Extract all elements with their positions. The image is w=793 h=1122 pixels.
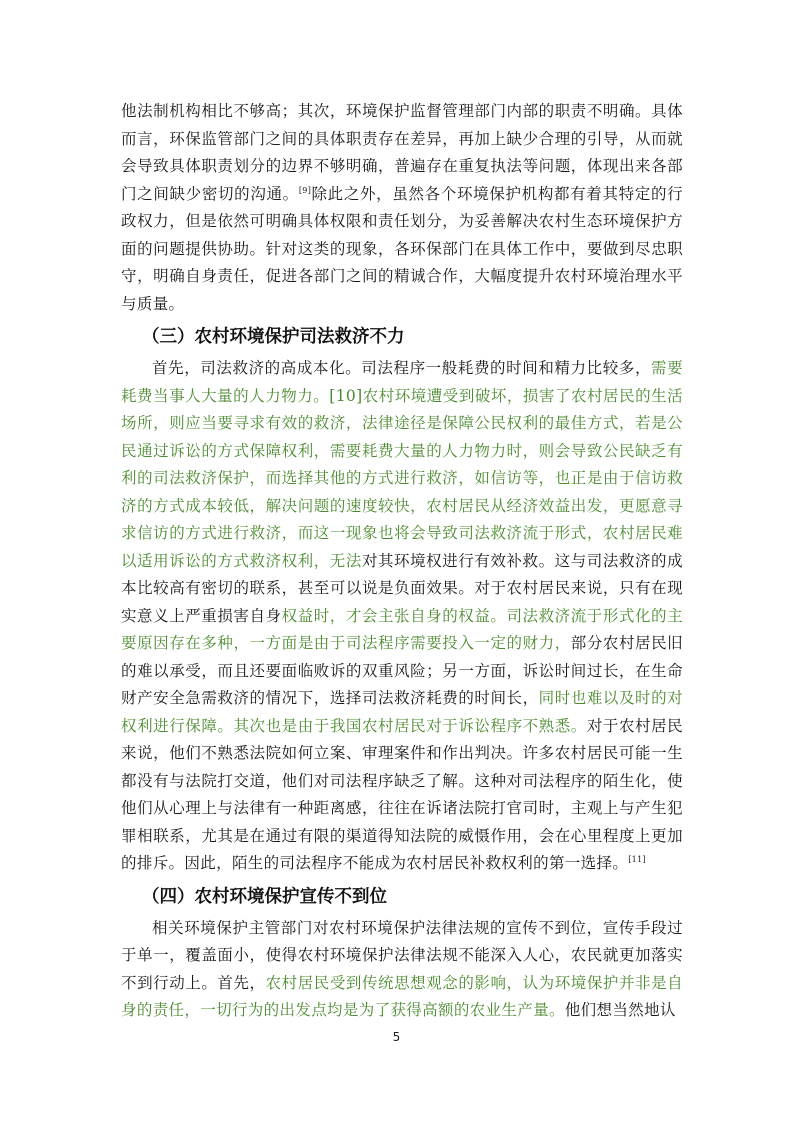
section-heading-judicial-relief: （三）农村环境保护司法救济不力 [142,327,405,347]
citation-11: [11] [628,854,647,864]
page-content [121,98,683,1025]
paragraph-institution-responsibility [121,98,683,318]
highlighted-text: 需要耗费当事人大量的人力物力。[10]农村环境遭受到破坏，损害了农村居民的生活场所，则应当要寻求有效的救济，法律途径是保障公民权利的最佳方式，若是公民通过诉讼的方式保障权利，需要耗费大量的人力物力时，则会导致公民缺乏有利的司法救济保护，而选择其他的方式进行救济，如信访等，也正是由于信访救济的方式成本较低，解决问题的速度较快，农村居民从经济效益出发，更愿意寻求信访的方式进行救济，而这一现象也将会导致司法救济流于形式，农村居民难以适用诉讼的方式救济权利，无法 [121,359,683,570]
page-number: 5 [392,1030,401,1044]
section-heading-publicity: （四）农村环境保护宣传不到位 [142,886,387,907]
paragraph-text: 除此之外，虽然各个环境保护机构都有着其特定的行政权力，但是依然可明确具体权限和责任划分，为妥善解决农村生态环境保护方面的问题提供协助。针对这类的现象，各环保部门在具体工作中，要做到尽忠职守，明确自身责任，促进各部门之间的精诚合作，大幅度提升农村环境治理水平与质量。 [121,184,683,313]
paragraph-text: 对其环境权进行有效补救。这与司法救济的成本比较高有密切的联系，甚至可以说是负面效果。对于农村居民来说，只有在现实意义上严重损害自身 [121,551,683,625]
paragraph-publicity [121,915,683,1025]
highlighted-text: 权益时，才会主张自身的权益。司法救济流于形式化的主要原因存在多种，一方面是由于司法程序需要投入一定的财力， [121,606,683,652]
paragraph-judicial-relief [121,355,683,878]
paragraph-text: 相关环境保护主管部门对农村环境保护法律法规的宣传不到位，宣传手段过于单一，覆盖面小，使得农村环境保护法律法规不能深入人心，农民就更加落实不到行动上。首先， [121,918,683,992]
paragraph-text: 他们想当然地认 [564,1001,676,1019]
highlighted-text: 农村居民受到传统思想观念的影响，认为环境保护并非是自身的责任，一切行为的出发点均是为了获得高额的农业生产量。 [121,973,683,1019]
highlighted-text: 同时也难以及时的对权利进行保障。其次也是由于我国农村居民对于诉讼程序不熟悉。 [121,689,683,735]
paragraph-text: 首先，司法救济的高成本化。司法程序一般耗费的时间和精力比较多， [152,359,652,377]
paragraph-text: 部分农村居民旧的难以承受，而且还要面临败诉的双重风险；另一方面，诉讼时间过长，在生命财产安全急需救济的情况下，选择司法救济耗费的时间长， [121,634,683,707]
citation-9: [9] [298,185,312,195]
paragraph-text: 他法制机构相比不够高；其次，环境保护监督管理部门内部的职责不明确。具体而言，环保监管部门之间的具体职责存在差异，再加上缺少合理的引导，从而就会导致具体职责划分的边界不够明确，普遍存在重复执法等问题，体现出来各部门之间缺少密切的沟通。 [121,102,683,203]
paragraph-text: 对于农村居民来说，他们不熟悉法院如何立案、审理案件和作出判决。许多农村居民可能一生都没有与法院打交道，他们对司法程序缺乏了解。这种对司法程序的陌生化，使他们从心理上与法律有一种距离感，往往在诉诸法院打官司时，主观上与产生犯罪相联系，尤其是在通过有限的渠道得知法院的威慑作用，会在心里程度上更加的排斥。因此，陌生的司法程序不能成为农村居民补救权利的第一选择。 [121,716,683,872]
